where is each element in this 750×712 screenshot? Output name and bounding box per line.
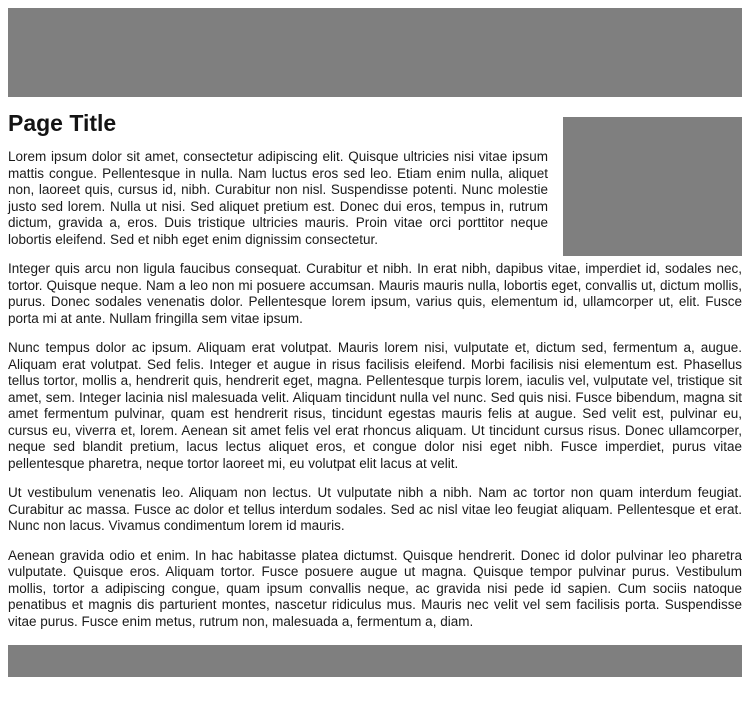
paragraph-2: Integer quis arcu non ligula faucibus consequat. Curabitur et nibh. In erat nibh, dapibus vitae, imperdiet id, sodales nec, tortor. Quisque neque. Nam a leo non mi posuere accumsan. Mauris mauris nulla, lobortis eget, convallis ut, dictum mollis, purus. Donec sodales venenatis dolor. Pellentesque lorem ipsum, varius quis, elementum id, ullamcorper ut, elit. Fusce porta mi at ante. Nullam fringilla sem vitae ipsum.: [8, 261, 742, 326]
article-image: [563, 117, 742, 256]
page-title: Page Title: [8, 110, 117, 136]
header-banner-image: [8, 8, 742, 97]
footer-banner-image: [8, 645, 742, 677]
paragraph-1: Lorem ipsum dolor sit amet, consectetur adipiscing elit. Quisque ultricies nisi vitae ipsum mattis congue. Pellentesque in nulla. Nam luctus eros sed leo. Etiam enim nulla, aliquet non, laoreet quis, cursus id, nibh. Curabitur non nisl. Suspendisse potenti. Nunc molestie justo sed lorem. Nulla ut nisi. Sed aliquet pretium est. Donec dui eros, tempus in, rutrum dictum, gravida a, eros. Duis tristique ultricies mauris. Proin vitae orci porttitor neque lobortis eleifend. Sed et nibh eget enim dignissim consectetur.: [8, 149, 548, 247]
paragraph-3: Nunc tempus dolor ac ipsum. Aliquam erat volutpat. Mauris lorem nisi, vulputate et, dictum sed, fermentum a, augue. Aliquam erat volutpat. Sed felis. Integer et augue in risus facilisis eleifend. Morbi facilisis nisi elementum est. Phasellus tellus tortor, mollis a, hendrerit quis, hendrerit eget, magna. Pellentesque turpis lorem, iaculis vel, vulputate vel, tristique sit amet, sem. Integer lacinia nisl malesuada velit. Aliquam tincidunt nulla vel nunc. Sed quis nisi. Fusce bibendum, magna sit amet fermentum pulvinar, quam est hendrerit risus, tincidunt egestas mauris felis at augue. Sed velit est, pulvinar eu, cursus eu, viverra et, lorem. Aenean sit amet felis vel erat rhoncus aliquam. Ut tincidunt cursus risus. Donec ullamcorper, neque sed blandit pretium, lacus lectus aliquet eros, et congue dolor nisi eget nibh. Fusce imperdiet, purus vitae pellentesque pharetra, neque tortor laoreet mi, eu volutpat elit lacus at velit.: [8, 340, 742, 471]
paragraph-5: Aenean gravida odio et enim. In hac habitasse platea dictumst. Quisque hendrerit. Donec id dolor pulvinar leo pharetra vulputate. Quisque eros. Aliquam tortor. Fusce posuere augue ut magna. Quisque tempor pulvinar purus. Vestibulum mollis, tortor a adipiscing congue, quam ipsum convallis neque, ac gravida nisi pede id sapien. Cum sociis natoque penatibus et magnis dis parturient montes, nascetur ridiculus mus. Mauris nec velit vel sem facilisis porta. Suspendisse vitae purus. Fusce enim metus, rutrum non, malesuada a, fermentum a, diam.: [8, 547, 742, 629]
paragraph-4: Ut vestibulum venenatis leo. Aliquam non lectus. Ut vulputate nibh a nibh. Nam ac tortor non quam interdum feugiat. Curabitur ac massa. Fusce ac dolor et tellus interdum sodales. Sed ac nisl vitae leo feugiat aliquam. Pellentesque et erat. Nunc non lacus. Vivamus condimentum lorem id mauris.: [8, 485, 742, 533]
page: [8, 8, 742, 677]
